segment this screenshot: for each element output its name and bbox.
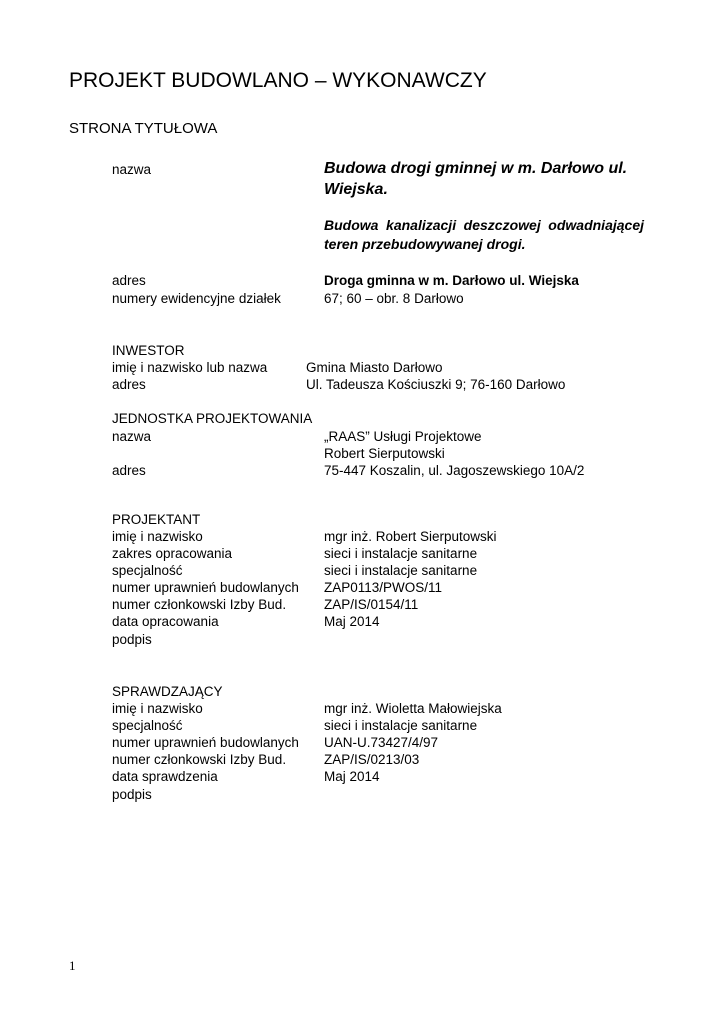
parcel-numbers-value: 67; 60 – obr. 8 Darłowo [324, 291, 464, 306]
investor-name-label: imię i nazwisko lub nazwa [112, 360, 268, 375]
reviewer-row-label: numer członkowski Izby Bud. [112, 752, 287, 767]
reviewer-heading: SPRAWDZAJĄCY [112, 684, 223, 699]
investor-address-value: Ul. Tadeusza Kościuszki 9; 76-160 Darłowo [306, 377, 566, 392]
reviewer-row-value: mgr inż. Wioletta Małowiejska [324, 701, 502, 716]
design-unit-address-value: 75-447 Koszalin, ul. Jagoszewskiego 10A/2 [324, 463, 585, 478]
designer-row-value: ZAP0113/PWOS/11 [324, 580, 443, 595]
design-unit-address-label: adres [112, 463, 146, 478]
investor-name-value: Gmina Miasto Darłowo [306, 360, 443, 375]
reviewer-row-value: UAN-U.73427/4/97 [324, 735, 439, 750]
designer-row-value: sieci i instalacje sanitarne [324, 546, 478, 561]
designer-row-value: Maj 2014 [324, 614, 380, 629]
designer-row-value: mgr inż. Robert Sierputowski [324, 529, 497, 544]
designer-row-label: data opracowania [112, 614, 219, 629]
designer-row-label: numer uprawnień budowlanych [112, 580, 299, 595]
parcel-numbers-label: numery ewidencyjne działek [112, 291, 281, 306]
reviewer-row-label: data sprawdzenia [112, 769, 218, 784]
reviewer-row-label: specjalność [112, 718, 183, 733]
designer-row-label: specjalność [112, 563, 183, 578]
page-number: 1 [69, 958, 76, 973]
design-unit-name-label: nazwa [112, 429, 152, 444]
project-address-value: Droga gminna w m. Darłowo ul. Wiejska [324, 273, 579, 288]
investor-heading: INWESTOR [112, 343, 185, 358]
reviewer-row-label: imię i nazwisko [112, 701, 203, 716]
designer-signature-label: podpis [112, 632, 152, 647]
project-name-label: nazwa [112, 162, 152, 177]
designer-row-label: zakres opracowania [112, 546, 233, 561]
designer-row-label: imię i nazwisko [112, 529, 203, 544]
document-title: PROJEKT BUDOWLANO – WYKONAWCZY [69, 69, 487, 92]
reviewer-row-value: ZAP/IS/0213/03 [324, 752, 420, 767]
design-unit-heading: JEDNOSTKA PROJEKTOWANIA [112, 411, 313, 426]
project-name-subtitle: Budowa kanalizacji deszczowej odwadniającej teren przebudowywanej drogi. [324, 217, 644, 252]
designer-row-value: ZAP/IS/0154/11 [324, 597, 419, 612]
page-subtitle: STRONA TYTUŁOWA [69, 120, 218, 137]
designer-heading: PROJEKTANT [112, 512, 201, 527]
designer-row-label: numer członkowski Izby Bud. [112, 597, 287, 612]
investor-address-label: adres [112, 377, 146, 392]
reviewer-signature-label: podpis [112, 787, 152, 802]
project-name-value: Budowa drogi gminnej w m. Darłowo ul. Wiejska. [324, 160, 628, 198]
reviewer-row-value: sieci i instalacje sanitarne [324, 718, 478, 733]
reviewer-row-value: Maj 2014 [324, 769, 380, 784]
designer-row-value: sieci i instalacje sanitarne [324, 563, 478, 578]
project-address-label: adres [112, 273, 146, 288]
design-unit-name-line2: Robert Sierputowski [324, 446, 445, 461]
design-unit-name-line1: „RAAS” Usługi Projektowe [324, 429, 482, 444]
reviewer-row-label: numer uprawnień budowlanych [112, 735, 299, 750]
